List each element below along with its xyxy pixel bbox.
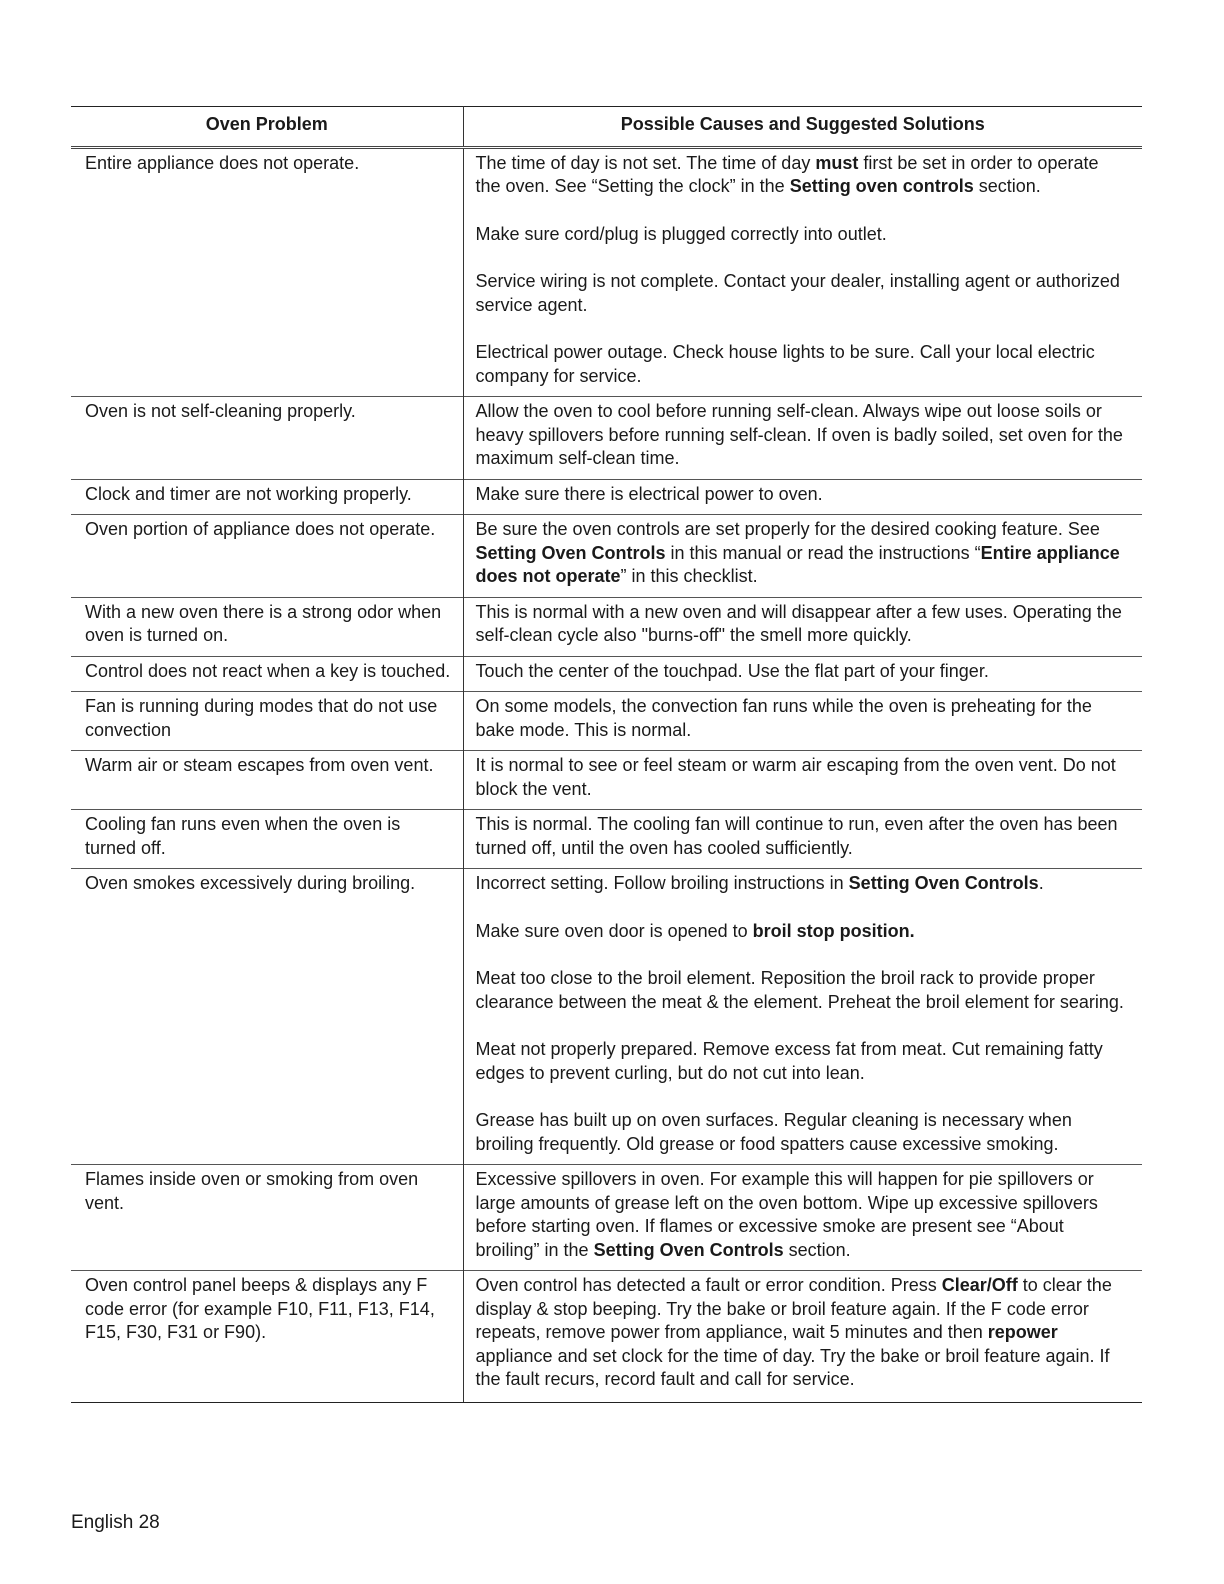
bold-text: broil stop position. (752, 920, 915, 941)
problem-cell: Warm air or steam escapes from oven vent. (71, 751, 463, 810)
text-run: Meat not properly prepared. Remove excess fat from meat. Cut remaining fatty edges to prevent curling, but do not cut into lean. (475, 1039, 1103, 1083)
solution-paragraph (476, 1168, 1129, 1262)
bold-text: must (815, 152, 859, 173)
solution-paragraph (476, 920, 1129, 944)
text-run: The time of day is not set. The time of day (475, 152, 816, 173)
problem-cell: With a new oven there is a strong odor when oven is turned on. (71, 597, 463, 656)
solution-paragraph (476, 518, 1129, 589)
problem-cell: Oven control panel beeps & displays any F code error (for example F10, F11, F13, F14, F15, F30, F31 or F90). (71, 1271, 463, 1403)
text-run: appliance and set clock for the time of day. Try the bake or broil feature again. If the fault recurs, record fault and call for service. (475, 1345, 1110, 1389)
problem-cell: Clock and timer are not working properly. (71, 479, 463, 515)
solution-paragraph (476, 223, 1129, 247)
bold-text: Setting Oven Controls (475, 542, 666, 563)
table-row (71, 515, 1142, 598)
solution-paragraph (476, 1274, 1129, 1392)
solution-cell (463, 597, 1142, 656)
text-run: to clear the display & stop beeping. Try the bake or broil feature again. If the F code error repeats, remove power from appliance, wait 5 minutes and then (475, 1275, 1112, 1342)
text-run: Incorrect setting. Follow broiling instructions in (475, 873, 849, 893)
problem-cell: Flames inside oven or smoking from oven vent. (71, 1165, 463, 1271)
bold-text: Setting Oven Controls (593, 1239, 784, 1260)
table-row (71, 751, 1142, 810)
text-run: section. (973, 176, 1041, 196)
solution-paragraph (476, 872, 1129, 896)
solution-paragraph (476, 754, 1129, 801)
solution-paragraph (476, 341, 1129, 388)
solution-cell (463, 869, 1142, 1165)
text-run: Grease has built up on oven surfaces. Regular cleaning is necessary when broiling frequently. Old grease or food spatters cause excessive smoking. (475, 1110, 1072, 1154)
solution-paragraph (476, 813, 1129, 860)
solution-cell (463, 147, 1142, 397)
solution-cell (463, 515, 1142, 598)
troubleshooting-table (71, 106, 1142, 1403)
text-run: Make sure there is electrical power to oven. (475, 483, 823, 504)
text-run: . (1038, 873, 1044, 893)
text-run: ” in this checklist. (620, 566, 758, 586)
solution-cell (463, 656, 1142, 692)
solution-paragraph (476, 1038, 1129, 1085)
table-row (71, 656, 1142, 692)
solution-paragraph (476, 270, 1129, 317)
text-run: Make sure cord/plug is plugged correctly into outlet. (475, 223, 887, 244)
problem-cell: Control does not react when a key is touched. (71, 656, 463, 692)
solution-paragraph (476, 967, 1129, 1014)
page-footer: English 28 (71, 1512, 160, 1533)
text-run: Excessive spillovers in oven. For example this will happen for pie spillovers or large amounts of grease left on the oven bottom. Wipe up excessive spillovers before starting oven. If flames or excessive smoke are present see “About broiling” in the (475, 1169, 1098, 1260)
table-row (71, 1271, 1142, 1403)
solution-cell (463, 751, 1142, 810)
solution-cell (463, 810, 1142, 869)
text-run: Make sure oven door is opened to (475, 920, 753, 941)
solution-cell (463, 1271, 1142, 1403)
text-run: Be sure the oven controls are set properly for the desired cooking feature. See (475, 519, 1100, 539)
text-run: Electrical power outage. Check house lights to be sure. Call your local electric company for service. (475, 342, 1095, 386)
solution-paragraph (476, 483, 1129, 507)
bold-text: Clear/Off (941, 1275, 1018, 1295)
solution-paragraph (476, 660, 1129, 684)
bold-text: Setting Oven Controls (848, 873, 1039, 893)
header-oven-problem: Oven Problem (71, 107, 463, 148)
problem-cell: Cooling fan runs even when the oven is turned off. (71, 810, 463, 869)
text-run: Service wiring is not complete. Contact your dealer, installing agent or authorized service agent. (475, 271, 1120, 315)
solution-cell (463, 479, 1142, 515)
header-causes-solutions: Possible Causes and Suggested Solutions (463, 107, 1142, 148)
solution-paragraph (476, 695, 1129, 742)
table-row (71, 597, 1142, 656)
problem-cell: Fan is running during modes that do not use convection (71, 692, 463, 751)
table-row (71, 810, 1142, 869)
table-row (71, 397, 1142, 480)
text-run: in this manual or read the instructions “ (665, 542, 981, 563)
table-header-row (71, 107, 1142, 148)
table-body (71, 147, 1142, 1402)
table-row (71, 147, 1142, 397)
problem-cell: Oven smokes excessively during broiling. (71, 869, 463, 1165)
table-row (71, 479, 1142, 515)
table-row (71, 1165, 1142, 1271)
text-run: Oven control has detected a fault or error condition. Press (475, 1275, 942, 1295)
text-run: first be set in order to operate the oven. See “Setting the clock” in the (475, 152, 1099, 196)
text-run: It is normal to see or feel steam or warm air escaping from the oven vent. Do not block the vent. (475, 755, 1116, 799)
solution-paragraph (476, 152, 1129, 199)
solution-cell (463, 692, 1142, 751)
solution-paragraph (476, 601, 1129, 648)
problem-cell: Entire appliance does not operate. (71, 147, 463, 397)
solution-cell (463, 1165, 1142, 1271)
text-run: This is normal with a new oven and will disappear after a few uses. Operating the self-clean cycle also "burns-off" the smell more quickly. (475, 601, 1122, 645)
table-row (71, 692, 1142, 751)
bold-text: Entire appliance does not operate (475, 542, 1120, 586)
text-run: Allow the oven to cool before running self-clean. Always wipe out loose soils or heavy spillovers before running self-clean. If oven is badly soiled, set oven for the maximum self-clean time. (475, 401, 1123, 468)
text-run: Touch the center of the touchpad. Use the flat part of your finger. (475, 660, 989, 681)
text-run: On some models, the convection fan runs while the oven is preheating for the bake mode. This is normal. (475, 696, 1092, 740)
problem-cell: Oven is not self-cleaning properly. (71, 397, 463, 480)
bold-text: Setting oven controls (789, 176, 974, 196)
text-run: section. (783, 1239, 851, 1260)
bold-text: repower (987, 1322, 1058, 1342)
text-run: Meat too close to the broil element. Reposition the broil rack to provide proper clearance between the meat & the element. Preheat the broil element for searing. (475, 968, 1124, 1012)
table-row (71, 869, 1142, 1165)
solution-cell (463, 397, 1142, 480)
solution-paragraph (476, 1109, 1129, 1156)
problem-cell: Oven portion of appliance does not operate. (71, 515, 463, 598)
solution-paragraph (476, 400, 1129, 471)
text-run: This is normal. The cooling fan will continue to run, even after the oven has been turned off, until the oven has cooled sufficiently. (475, 814, 1118, 858)
